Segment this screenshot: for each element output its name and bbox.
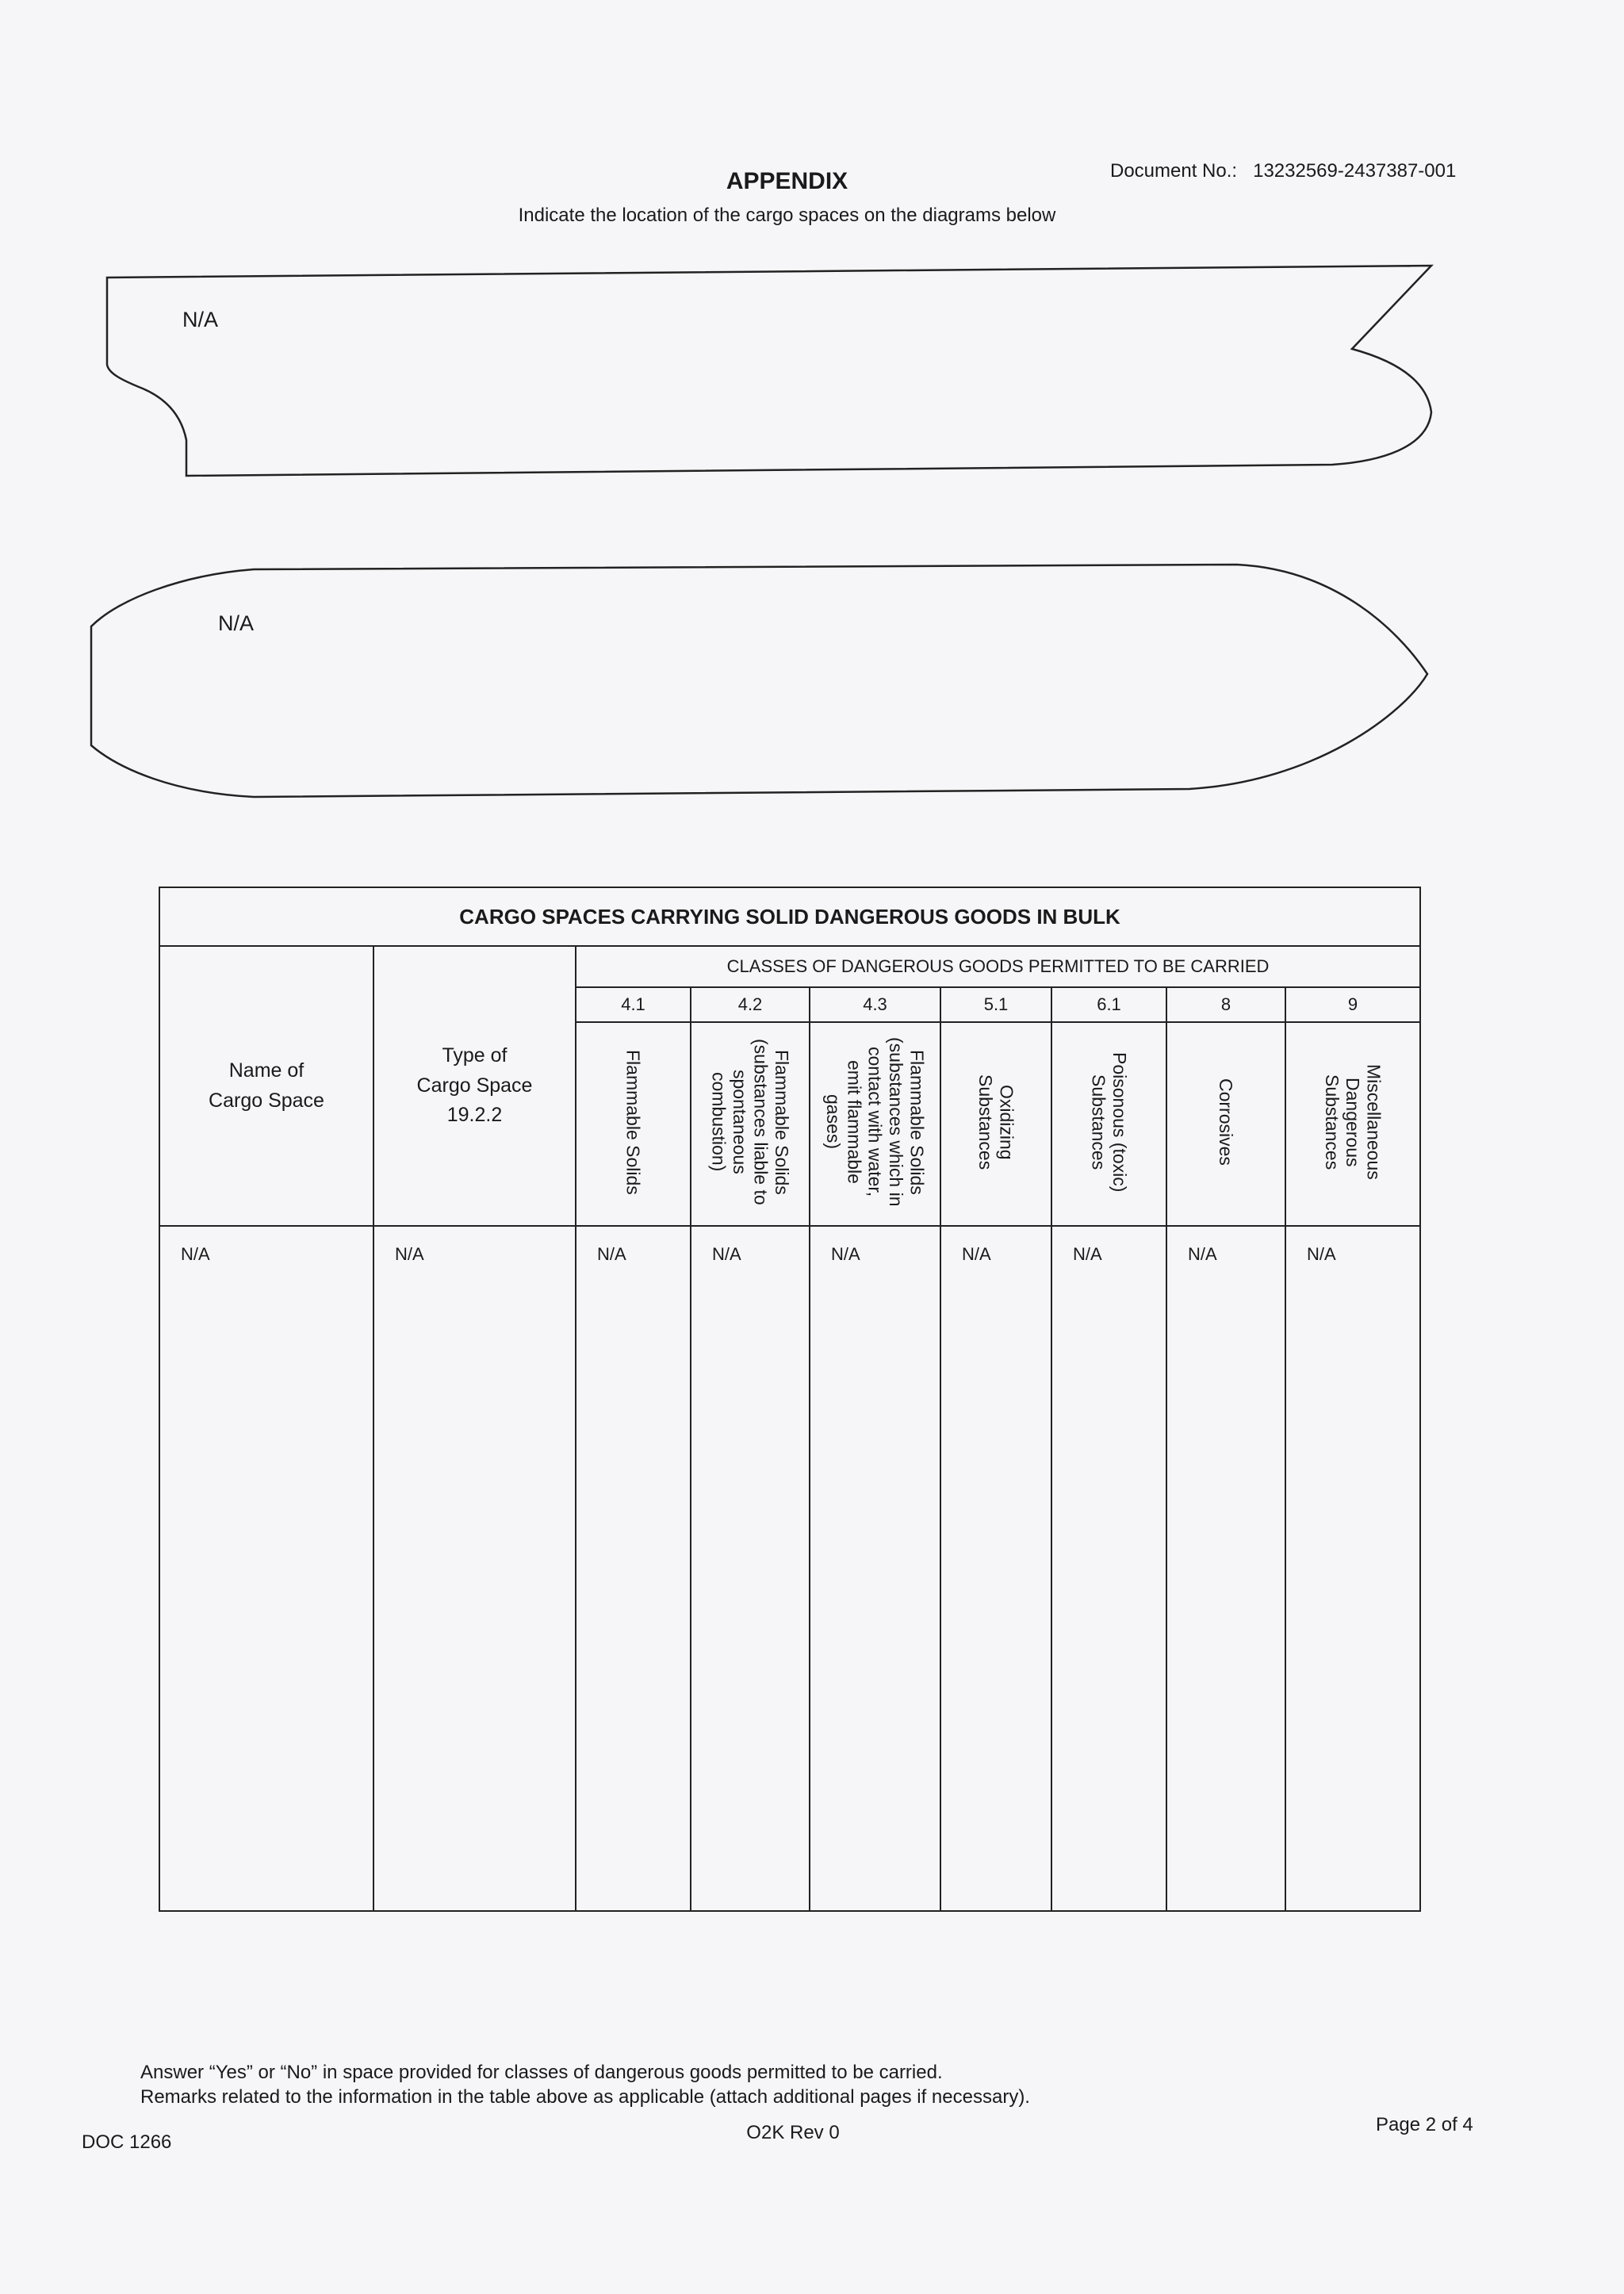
doc-number: DOC 1266 bbox=[82, 2131, 172, 2153]
class-desc-8 bbox=[1166, 1022, 1285, 1226]
page-number: Page 2 of 4 bbox=[1376, 2114, 1473, 2135]
table-row bbox=[159, 1226, 1420, 1911]
table-title: CARGO SPACES CARRYING SOLID DANGEROUS GOODS IN BULK bbox=[159, 887, 1420, 946]
page-title: APPENDIX bbox=[726, 168, 848, 194]
class-desc-4-2 bbox=[691, 1022, 810, 1226]
instructions-note bbox=[140, 2060, 1030, 2109]
document-number-value: 13232569-2437387-001 bbox=[1253, 160, 1457, 182]
ship-side-view bbox=[107, 266, 1431, 476]
classes-header: CLASSES OF DANGEROUS GOODS PERMITTED TO BE CARRIED bbox=[576, 946, 1420, 987]
class-number-8: 8 bbox=[1166, 987, 1285, 1022]
class-desc-6-1 bbox=[1051, 1022, 1166, 1226]
class-number-9: 9 bbox=[1285, 987, 1420, 1022]
answer-instruction: Answer “Yes” or “No” in space provided for classes of dangerous goods permitted to be carried. bbox=[140, 2062, 943, 2083]
cell-class-8[interactable]: N/A bbox=[1166, 1226, 1285, 1911]
cell-class-5-1[interactable]: N/A bbox=[940, 1226, 1051, 1911]
class-number-4-1: 4.1 bbox=[576, 987, 691, 1022]
class-number-6-1: 6.1 bbox=[1051, 987, 1166, 1022]
class-desc-text: Miscellaneous Dangerous Substances bbox=[1321, 1064, 1385, 1180]
type-of-cargo-space-header: Type of Cargo Space 19.2.2 bbox=[373, 946, 576, 1226]
cell-class-9[interactable]: N/A bbox=[1285, 1226, 1420, 1911]
class-number-4-2: 4.2 bbox=[691, 987, 810, 1022]
class-desc-text: Poisonous (toxic) Substances bbox=[1088, 1051, 1130, 1193]
ship-diagrams bbox=[0, 0, 1624, 856]
cargo-spaces-table bbox=[159, 887, 1421, 1912]
cell-class-4-2[interactable]: N/A bbox=[691, 1226, 810, 1911]
class-desc-5-1 bbox=[940, 1022, 1051, 1226]
class-desc-text: Oxidizing Substances bbox=[975, 1074, 1017, 1170]
cell-name-of-cargo-space[interactable]: N/A bbox=[159, 1226, 373, 1911]
cell-class-4-3[interactable]: N/A bbox=[810, 1226, 940, 1911]
class-number-4-3: 4.3 bbox=[810, 987, 940, 1022]
cell-class-6-1[interactable]: N/A bbox=[1051, 1226, 1166, 1911]
ship-plan-view bbox=[91, 565, 1427, 797]
class-number-5-1: 5.1 bbox=[940, 987, 1051, 1022]
class-desc-9 bbox=[1285, 1022, 1420, 1226]
name-of-cargo-space-header: Name of Cargo Space bbox=[159, 946, 373, 1226]
cell-type-of-cargo-space[interactable]: N/A bbox=[373, 1226, 576, 1911]
class-desc-text: Flammable Solids bbox=[622, 1049, 644, 1195]
document-number-label: Document No.: bbox=[1110, 160, 1238, 182]
side-view-label: N/A bbox=[182, 308, 219, 331]
remarks-instruction: Remarks related to the information in the table above as applicable (attach additional pages if necessary). bbox=[140, 2086, 1030, 2108]
class-desc-4-1 bbox=[576, 1022, 691, 1226]
revision: O2K Rev 0 bbox=[746, 2122, 840, 2143]
page-instruction: Indicate the location of the cargo spaces on the diagrams below bbox=[518, 205, 1056, 226]
cell-class-4-1[interactable]: N/A bbox=[576, 1226, 691, 1911]
class-desc-text: Corrosives bbox=[1216, 1078, 1237, 1166]
plan-view-label: N/A bbox=[218, 611, 255, 635]
class-desc-4-3 bbox=[810, 1022, 940, 1226]
class-desc-text: Flammable Solids (substances which in contact with water, emit flammable gases) bbox=[822, 1037, 928, 1207]
class-desc-text: Flammable Solids (substances liable to spontaneous combustion) bbox=[708, 1039, 792, 1205]
